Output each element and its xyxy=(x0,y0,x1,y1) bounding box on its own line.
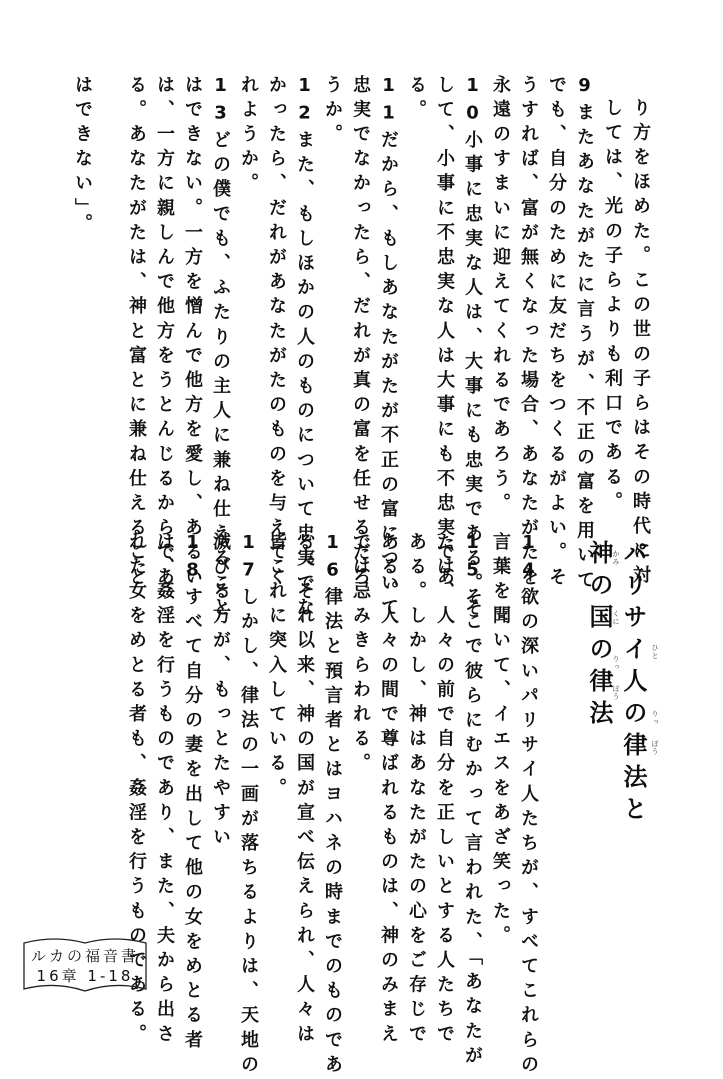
text-column: でも、自分のために友だちをつくるがよい。そ xyxy=(546,75,567,592)
ruby-kami: かみ xyxy=(612,550,620,566)
verse-16-column: 16律法と預言者とはヨハネの時までのものであ xyxy=(322,532,343,1079)
ruby-pou: ぽう xyxy=(651,740,659,756)
book-name: ルカの福音書 xyxy=(30,947,139,965)
text-column: る。それ以来、神の国が宣べ伝えられ、人々は xyxy=(294,532,315,1049)
text-column: る。あなたがたは、神と富とに兼ね仕えること xyxy=(126,75,147,592)
text-column: たは、人々の前で自分を正しいとする人たちで xyxy=(434,532,455,1049)
text-column: かったら、だれがあなたがたのものを与えてく xyxy=(266,75,287,592)
verse-18-column: 18すべて自分の妻を出して他の女をめとる者 xyxy=(182,532,203,1055)
text-column: 滅びる方が、もっとたやすい xyxy=(210,532,231,852)
text-column: り方をほめた。この世の子らはその時代に対 xyxy=(630,98,651,590)
text-column: うか。 xyxy=(322,75,343,149)
text-column: は、姦淫を行うものであり、また、夫から出さ xyxy=(154,532,175,1049)
ruby-kuni: くに xyxy=(612,610,620,626)
verse-17-column: 17しかし、律法の一画が落ちるよりは、天地の xyxy=(238,532,259,1079)
verse-12-column: 12また、もしほかの人のものについて忠実でな xyxy=(294,75,315,623)
text-column: では忌みきらわれる。 xyxy=(350,532,371,778)
ruby-pou-2: ぽう xyxy=(612,685,620,701)
text-column: して、小事に不忠実な人は大事にも不忠実であ xyxy=(434,75,455,592)
scripture-reference-badge xyxy=(20,935,150,995)
text-column: うすれば、富が無くなった場合、あなたがたを xyxy=(518,75,539,592)
heading-line-2: 神の国の律法 xyxy=(585,540,613,732)
heading-line-1: パリサイ人の律法と xyxy=(619,540,647,828)
text-column: 言葉を聞いて、イエスをあざ笑った。 xyxy=(490,532,511,951)
text-column: 皆これに突入している。 xyxy=(266,532,287,803)
text-column: れようか。 xyxy=(238,75,259,198)
chapter-verses: 16章 1-18 xyxy=(36,967,134,985)
verse-14-column: 14欲の深いパリサイ人たちが、すべてこれらの xyxy=(518,532,539,1079)
text-column: る。 xyxy=(406,75,427,125)
verse-15-column: 15そこで彼らにむかって言われた、「あなたが xyxy=(462,532,483,1071)
text-column: はできない」。 xyxy=(72,75,93,239)
verse-13-column: 13どの僕でも、ふたりの主人に兼ね仕えること xyxy=(210,75,231,623)
verse-11-column: 11だから、もしあなたがたが不正の富について xyxy=(378,75,399,623)
verse-10-column: 10小事に忠実な人は、大事にも忠実である。そ xyxy=(462,75,483,623)
text-column: れた女をめとる者も、姦淫を行うものである。 xyxy=(126,532,147,1049)
text-column: はできない。一方を憎んで他方を愛し、あるい xyxy=(182,75,203,592)
text-column: ある。人々の間で尊ばれるものは、神のみまえ xyxy=(378,532,399,1049)
text-column: ある。しかし、神はあなたがたの心をご存じで xyxy=(406,532,427,1049)
text-column: 忠実でなかったら、だれが真の富を任せるだろ xyxy=(350,75,371,592)
ruby-ri-2: りっ xyxy=(612,655,620,671)
ruby-ri: りっ xyxy=(651,710,659,726)
verse-9-column: 9またあなたがたに言うが、不正の富を用いて xyxy=(574,75,595,595)
text-column: は、一方に親しんで他方をうとんじるからであ xyxy=(154,75,175,592)
text-column: 永遠のすまいに迎えてくれるであろう。 xyxy=(490,75,511,518)
ruby-hito: ひと xyxy=(651,644,659,660)
text-column: しては、光の子らよりも利口である。 xyxy=(602,98,623,517)
